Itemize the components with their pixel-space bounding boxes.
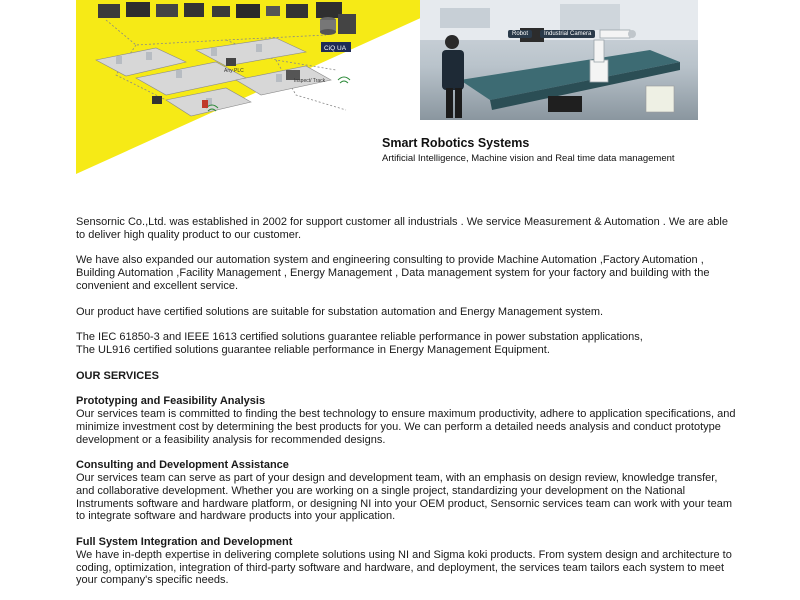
intro-paragraph-4 <box>76 331 736 357</box>
ciq-ua-label: CiQ UA <box>324 45 347 52</box>
service-item <box>76 536 736 587</box>
certification-line-2: The UL916 certified solutions guarantee reliable performance in Energy Management Equipment. <box>76 343 550 356</box>
service-item <box>76 395 736 446</box>
factory-automation-diagram <box>76 0 422 130</box>
certification-line-1: The IEC 61850-3 and IEEE 1613 certified solutions guarantee reliable performance in power substation applications, <box>76 331 643 344</box>
robot-scene-illustration <box>420 0 698 120</box>
intro-paragraph-3: Our product have certified solutions are suitable for substation automation and Energy Management system. <box>76 305 604 318</box>
service-title: Prototyping and Feasibility Analysis <box>76 395 266 408</box>
robot-photo <box>420 0 698 120</box>
hero-banner <box>0 0 800 178</box>
inspect-label: Inspect/ Track <box>294 78 326 84</box>
service-description: Our services team can serve as part of your design and development team, with an emphasis on design review, knowledge transfer, and collaborative development. Whether you are working on a single project, standardizing your development on the National Instruments software and hardware platform, or designing NI into your OEM product, Sensornic services team can work with your team to integrate software and hardware products into your application. <box>76 471 733 523</box>
service-item <box>76 459 736 523</box>
intro-paragraph-2: We have also expanded our automation system and engineering consulting to provide Machine Automation ,Factory Automation , Building Automation ,Facility Management , Energy Management , Data management system for your factory and building with the convenient and excellent service. <box>76 254 710 292</box>
document-body <box>76 216 736 600</box>
service-description: Our services team is committed to finding the best technology to ensure maximum productivity, adhere to application specifications, and minimize investment cost by determining the best products for you. We can perform a detailed needs analysis and conduct prototype development or a feasibility analysis for recommended designs. <box>76 407 736 446</box>
service-title: Full System Integration and Development <box>76 535 293 548</box>
hero-caption-title: Smart Robotics Systems <box>382 136 530 150</box>
any-plc-label: Any PLC <box>224 68 244 74</box>
service-description: We have in-depth expertise in delivering complete solutions using NI and Sigma koki products. From system design and architecture to coding, optimization, integration of third-party software and hardware, and deployment, the services team tailors each system to meet your company's specific needs. <box>76 548 732 587</box>
service-title: Consulting and Development Assistance <box>76 459 289 472</box>
intro-paragraph-1: Sensornic Co.,Ltd. was established in 2002 for support customer all industrials . We service Measurement & Automation . We are able to deliver high quality product to our customer. <box>76 216 728 241</box>
hero-caption-subtitle: Artificial Intelligence, Machine vision and Real time data management <box>382 153 675 164</box>
services-heading: OUR SERVICES <box>76 369 159 382</box>
industrial-camera-label: Industrial Camera <box>540 30 595 38</box>
robot-label: Robot <box>508 30 532 38</box>
